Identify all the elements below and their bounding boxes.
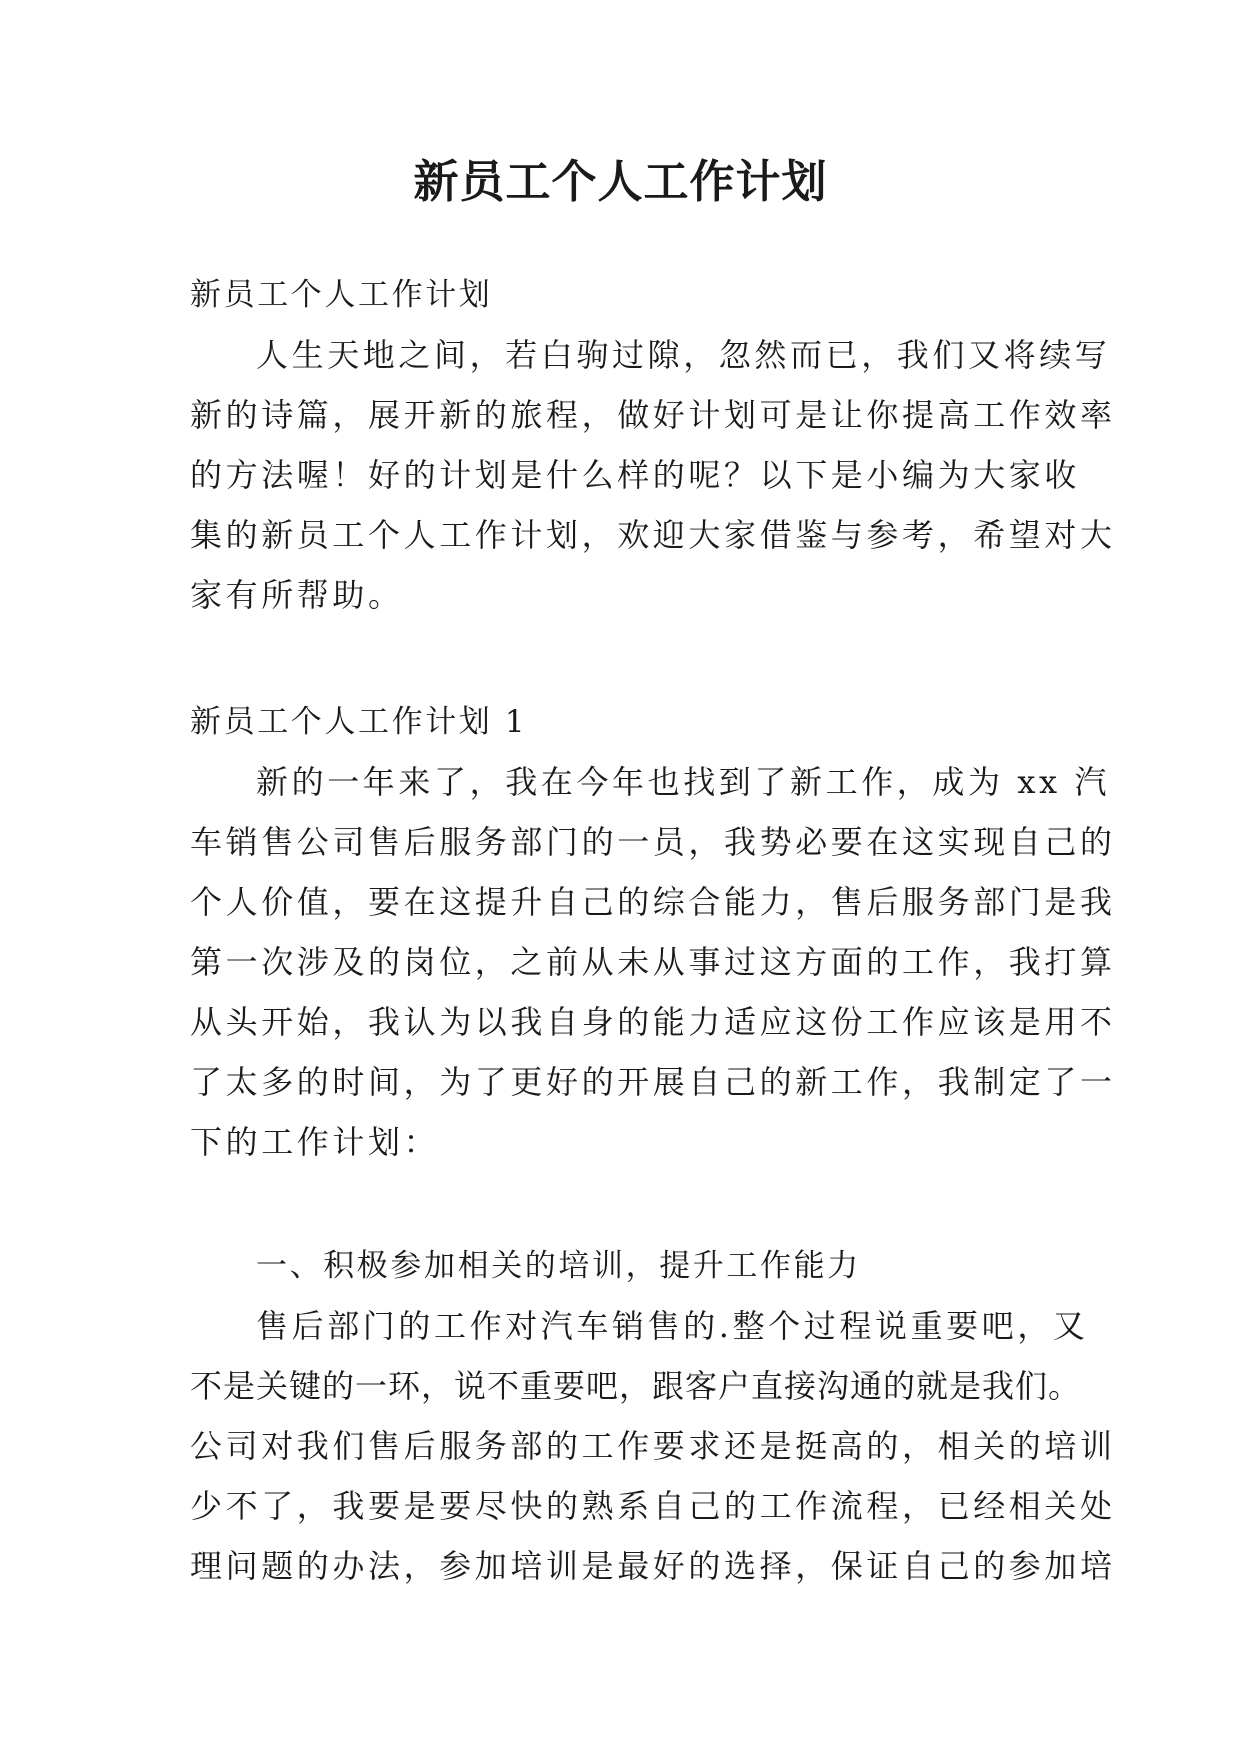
intro-section: [190, 265, 1116, 625]
section1-paragraph-line: 少不了，我要是要尽快的熟系自己的工作流程，已经相关处: [190, 1487, 1116, 1525]
section1-paragraph-line: 理问题的办法，参加培训是最好的选择，保证自己的参加培: [190, 1547, 1116, 1585]
intro-heading: 新员工个人工作计划: [190, 277, 493, 313]
intro-paragraph-line: 家有所帮助。: [190, 576, 404, 614]
section1-paragraph-line: 不是关键的一环，说不重要吧，跟客户直接沟通的就是我们。: [190, 1367, 1082, 1405]
plan1-paragraph-line: 了太多的时间，为了更好的开展自己的新工作，我制定了一: [190, 1063, 1116, 1101]
plan1-paragraph-line: 从头开始，我认为以我自身的能力适应这份工作应该是用不: [190, 1003, 1116, 1041]
section1-heading: 一、积极参加相关的培训，提升工作能力: [256, 1248, 861, 1284]
section1: [190, 1236, 1116, 1596]
plan1-heading: 新员工个人工作计划 1: [190, 704, 528, 740]
plan1-paragraph-line: 车销售公司售后服务部门的一员，我势必要在这实现自己的: [190, 823, 1116, 861]
intro-paragraph-line: 人生天地之间，若白驹过隙，忽然而已，我们又将续写: [256, 336, 1111, 374]
intro-paragraph-line: 的方法喔！好的计划是什么样的呢？以下是小编为大家收: [190, 456, 1081, 494]
section1-paragraph-line: 售后部门的工作对汽车销售的.整个过程说重要吧，又: [256, 1307, 1089, 1345]
plan1-paragraph-line: 个人价值，要在这提升自己的综合能力，售后服务部门是我: [190, 883, 1116, 921]
document-title: 新员工个人工作计划: [413, 155, 828, 208]
section1-paragraph-line: 公司对我们售后服务部的工作要求还是挺高的，相关的培训: [190, 1427, 1116, 1465]
plan1-paragraph-line: 下的工作计划：: [190, 1123, 440, 1161]
intro-paragraph-line: 集的新员工个人工作计划，欢迎大家借鉴与参考，希望对大: [190, 516, 1116, 554]
plan1-paragraph-line: 第一次涉及的岗位，之前从未从事过这方面的工作，我打算: [190, 943, 1116, 981]
plan1-paragraph-line: 新的一年来了，我在今年也找到了新工作，成为 xx 汽: [256, 763, 1111, 801]
plan1-section: [190, 692, 1116, 1172]
intro-paragraph-line: 新的诗篇，展开新的旅程，做好计划可是让你提高工作效率: [190, 396, 1116, 434]
